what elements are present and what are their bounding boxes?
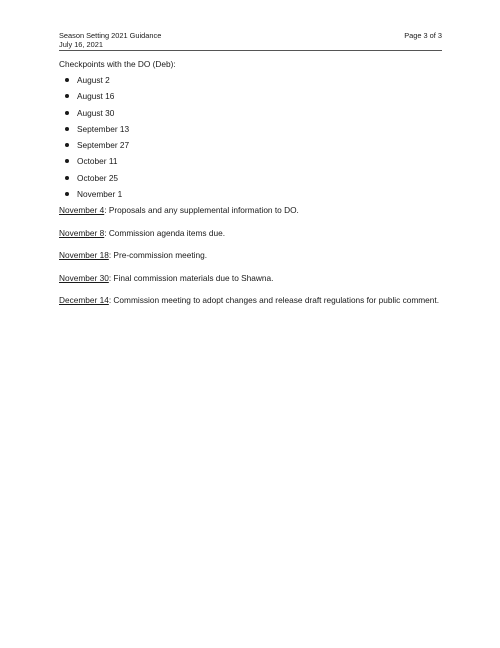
- milestone-text: : Final commission materials due to Shawna.: [108, 272, 274, 283]
- page-header: [59, 31, 442, 51]
- milestone-text: : Pre-commission meeting.: [108, 250, 208, 261]
- milestone-date: November 30: [59, 272, 109, 283]
- checkpoint-date: September 13: [77, 123, 130, 134]
- header-divider: [59, 50, 442, 51]
- checkpoint-date: August 2: [77, 75, 110, 85]
- checkpoint-date: August 30: [77, 107, 115, 118]
- checkpoint-date: September 27: [77, 140, 130, 151]
- list-item: [59, 173, 442, 183]
- checkpoint-date: November 1: [77, 189, 123, 200]
- checkpoint-date: August 16: [77, 91, 115, 102]
- checkpoint-list: [59, 75, 442, 199]
- list-item: [59, 156, 442, 166]
- bullet-icon: [65, 127, 69, 131]
- document-title: Season Setting 2021 Guidance: [59, 31, 162, 40]
- document-date: July 16, 2021: [59, 40, 103, 49]
- checkpoint-date: October 25: [77, 172, 119, 183]
- list-item: [59, 108, 442, 118]
- bullet-icon: [65, 143, 69, 147]
- document-body: [59, 59, 442, 318]
- milestone-item: [59, 250, 442, 260]
- bullet-icon: [65, 192, 69, 196]
- bullet-icon: [65, 176, 69, 180]
- bullet-icon: [65, 78, 69, 82]
- list-item: [59, 75, 442, 85]
- list-item: [59, 140, 442, 150]
- bullet-icon: [65, 94, 69, 98]
- milestone-text: : Proposals and any supplemental information to DO.: [104, 205, 299, 216]
- checkpoints-intro: Checkpoints with the DO (Deb):: [59, 59, 176, 69]
- milestone-list: [59, 205, 442, 305]
- milestone-item: [59, 228, 442, 238]
- milestone-text: : Commission meeting to adopt changes and release draft regulations for public comment.: [108, 295, 440, 306]
- bullet-icon: [65, 111, 69, 115]
- header-left: [59, 31, 161, 49]
- milestone-date: November 8: [59, 227, 105, 238]
- list-item: [59, 189, 442, 199]
- list-item: [59, 124, 442, 134]
- milestone-item: [59, 273, 442, 283]
- milestone-item: [59, 205, 442, 215]
- page-number: Page 3 of 3: [404, 31, 442, 40]
- milestone-date: November 4: [59, 205, 105, 216]
- bullet-icon: [65, 159, 69, 163]
- list-item: [59, 91, 442, 101]
- milestone-date: November 18: [59, 250, 109, 261]
- milestone-date: December 14: [59, 295, 109, 306]
- checkpoint-date: October 11: [77, 156, 118, 167]
- milestone-text: : Commission agenda items due.: [104, 227, 226, 238]
- milestone-item: [59, 295, 442, 305]
